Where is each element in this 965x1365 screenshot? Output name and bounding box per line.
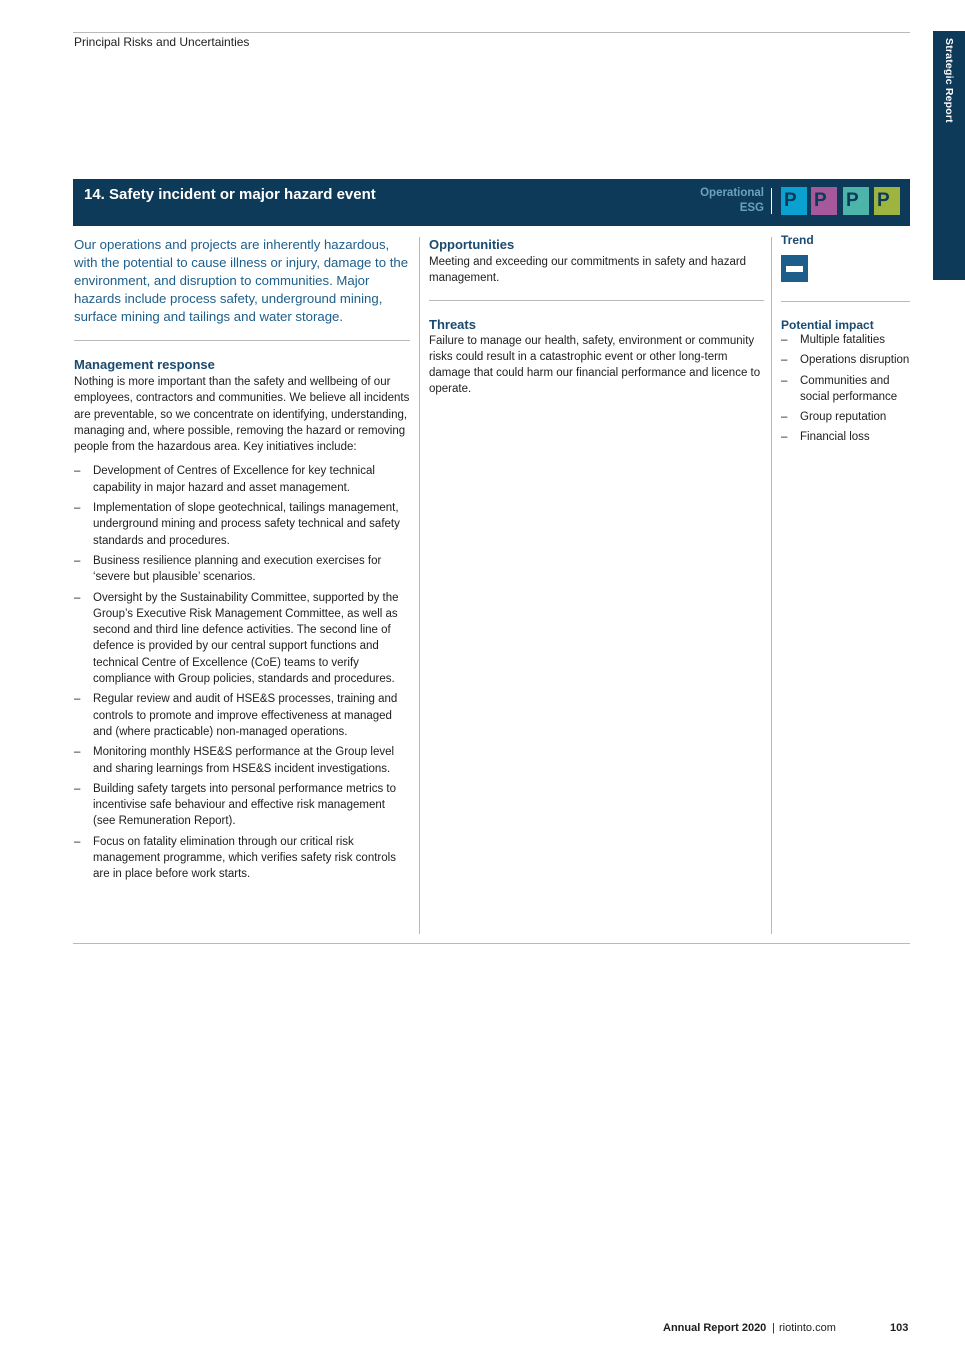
footer-site-link[interactable]: riotinto.com [779,1322,836,1334]
management-heading: Management response [74,357,215,372]
impact-list [781,332,911,446]
list-item: – Communities and social performance [781,373,911,406]
principal-risk-badge-3: P [843,187,869,215]
footer-separator: | [772,1322,775,1334]
bottom-rule [73,943,910,944]
page-number: 103 [890,1322,909,1334]
trend-bar [786,266,803,272]
middle-column [429,237,764,398]
list-item: – Development of Centres of Excellence for key technical capability in major hazard and asset management. [74,463,410,496]
footer-report: Annual Report 2020 [663,1322,767,1334]
risk-intro: Our operations and projects are inherently hazardous, with the potential to cause illness or injury, damage to the environment, and disruption to communities. Major hazards include process safety, underground mining, surface mining and tailings and water storage. [74,237,409,324]
principal-risk-badge-4: P [874,187,900,215]
list-item: – Regular review and audit of HSE&S processes, training and controls to promote and improve effectiveness at managed and (where practicable) non-managed operations. [74,691,410,740]
category-separator [771,188,772,214]
risk-category-esg: ESG [739,202,764,214]
principal-risk-badge-2: P [811,187,837,215]
list-item: – Multiple fatalities [781,332,911,348]
threats-body: Failure to manage our health, safety, environment or community risks could result in a catastrophic event or other long-term damage that could harm our financial performance and licence to operate. [429,334,761,396]
threats-heading: Threats [429,316,476,332]
list-item: – Group reputation [781,409,911,425]
right-column [781,233,911,450]
list-item: – Monitoring monthly HSE&S performance at the Group level and sharing learnings from HSE&S incident investigations. [74,744,410,777]
risk-category-operational: Operational [700,187,764,199]
list-item: – Operations disruption [781,352,911,368]
column-divider-2 [771,237,772,934]
top-rule [73,32,910,33]
principal-risk-badge-1: P [781,187,807,215]
left-column [74,236,410,887]
initiatives-list [74,463,410,882]
list-item: – Oversight by the Sustainability Committee, supported by the Group’s Executive Risk Management Committee, as well as second and third line defence activities. The second line of defence is provided by our central support functions and technical Centre of Excellence (CoE) teams to verify compliance with Group policies, standards and procedures. [74,590,410,688]
list-item: – Focus on fatality elimination through our critical risk management programme, which verifies safety risk controls are in place before work starts. [74,834,410,883]
list-item: – Implementation of slope geotechnical, tailings management, underground mining and process safety technical and safety standards and procedures. [74,500,410,549]
divider [74,340,410,341]
column-divider-1 [419,237,420,934]
risk-title: 14. Safety incident or major hazard event [84,186,376,203]
risk-categories [660,186,764,216]
opportunities-body: Meeting and exceeding our commitments in safety and hazard management. [429,256,747,285]
side-tab-label: Strategic Report [943,38,955,123]
trend-stable-icon [781,255,808,282]
section-title: Principal Risks and Uncertainties [74,35,250,49]
list-item: – Business resilience planning and execution exercises for ‘severe but plausible’ scenarios. [74,553,410,586]
impact-heading: Potential impact [781,318,874,332]
divider [781,301,910,302]
opportunities-heading: Opportunities [429,237,515,252]
list-item: – Building safety targets into personal performance metrics to incentivise safe behaviour and effective risk management (see Remuneration Report). [74,781,410,830]
management-body: Nothing is more important than the safety and wellbeing of our employees, contractors and communities. We believe all incidents are preventable, so we concentrate on identifying, understanding, managing and, where possible, removing the hazard or removing people from the hazardous area. Key initiatives include: [74,376,410,454]
list-item: – Financial loss [781,429,911,445]
trend-heading: Trend [781,233,814,247]
divider [429,300,764,301]
